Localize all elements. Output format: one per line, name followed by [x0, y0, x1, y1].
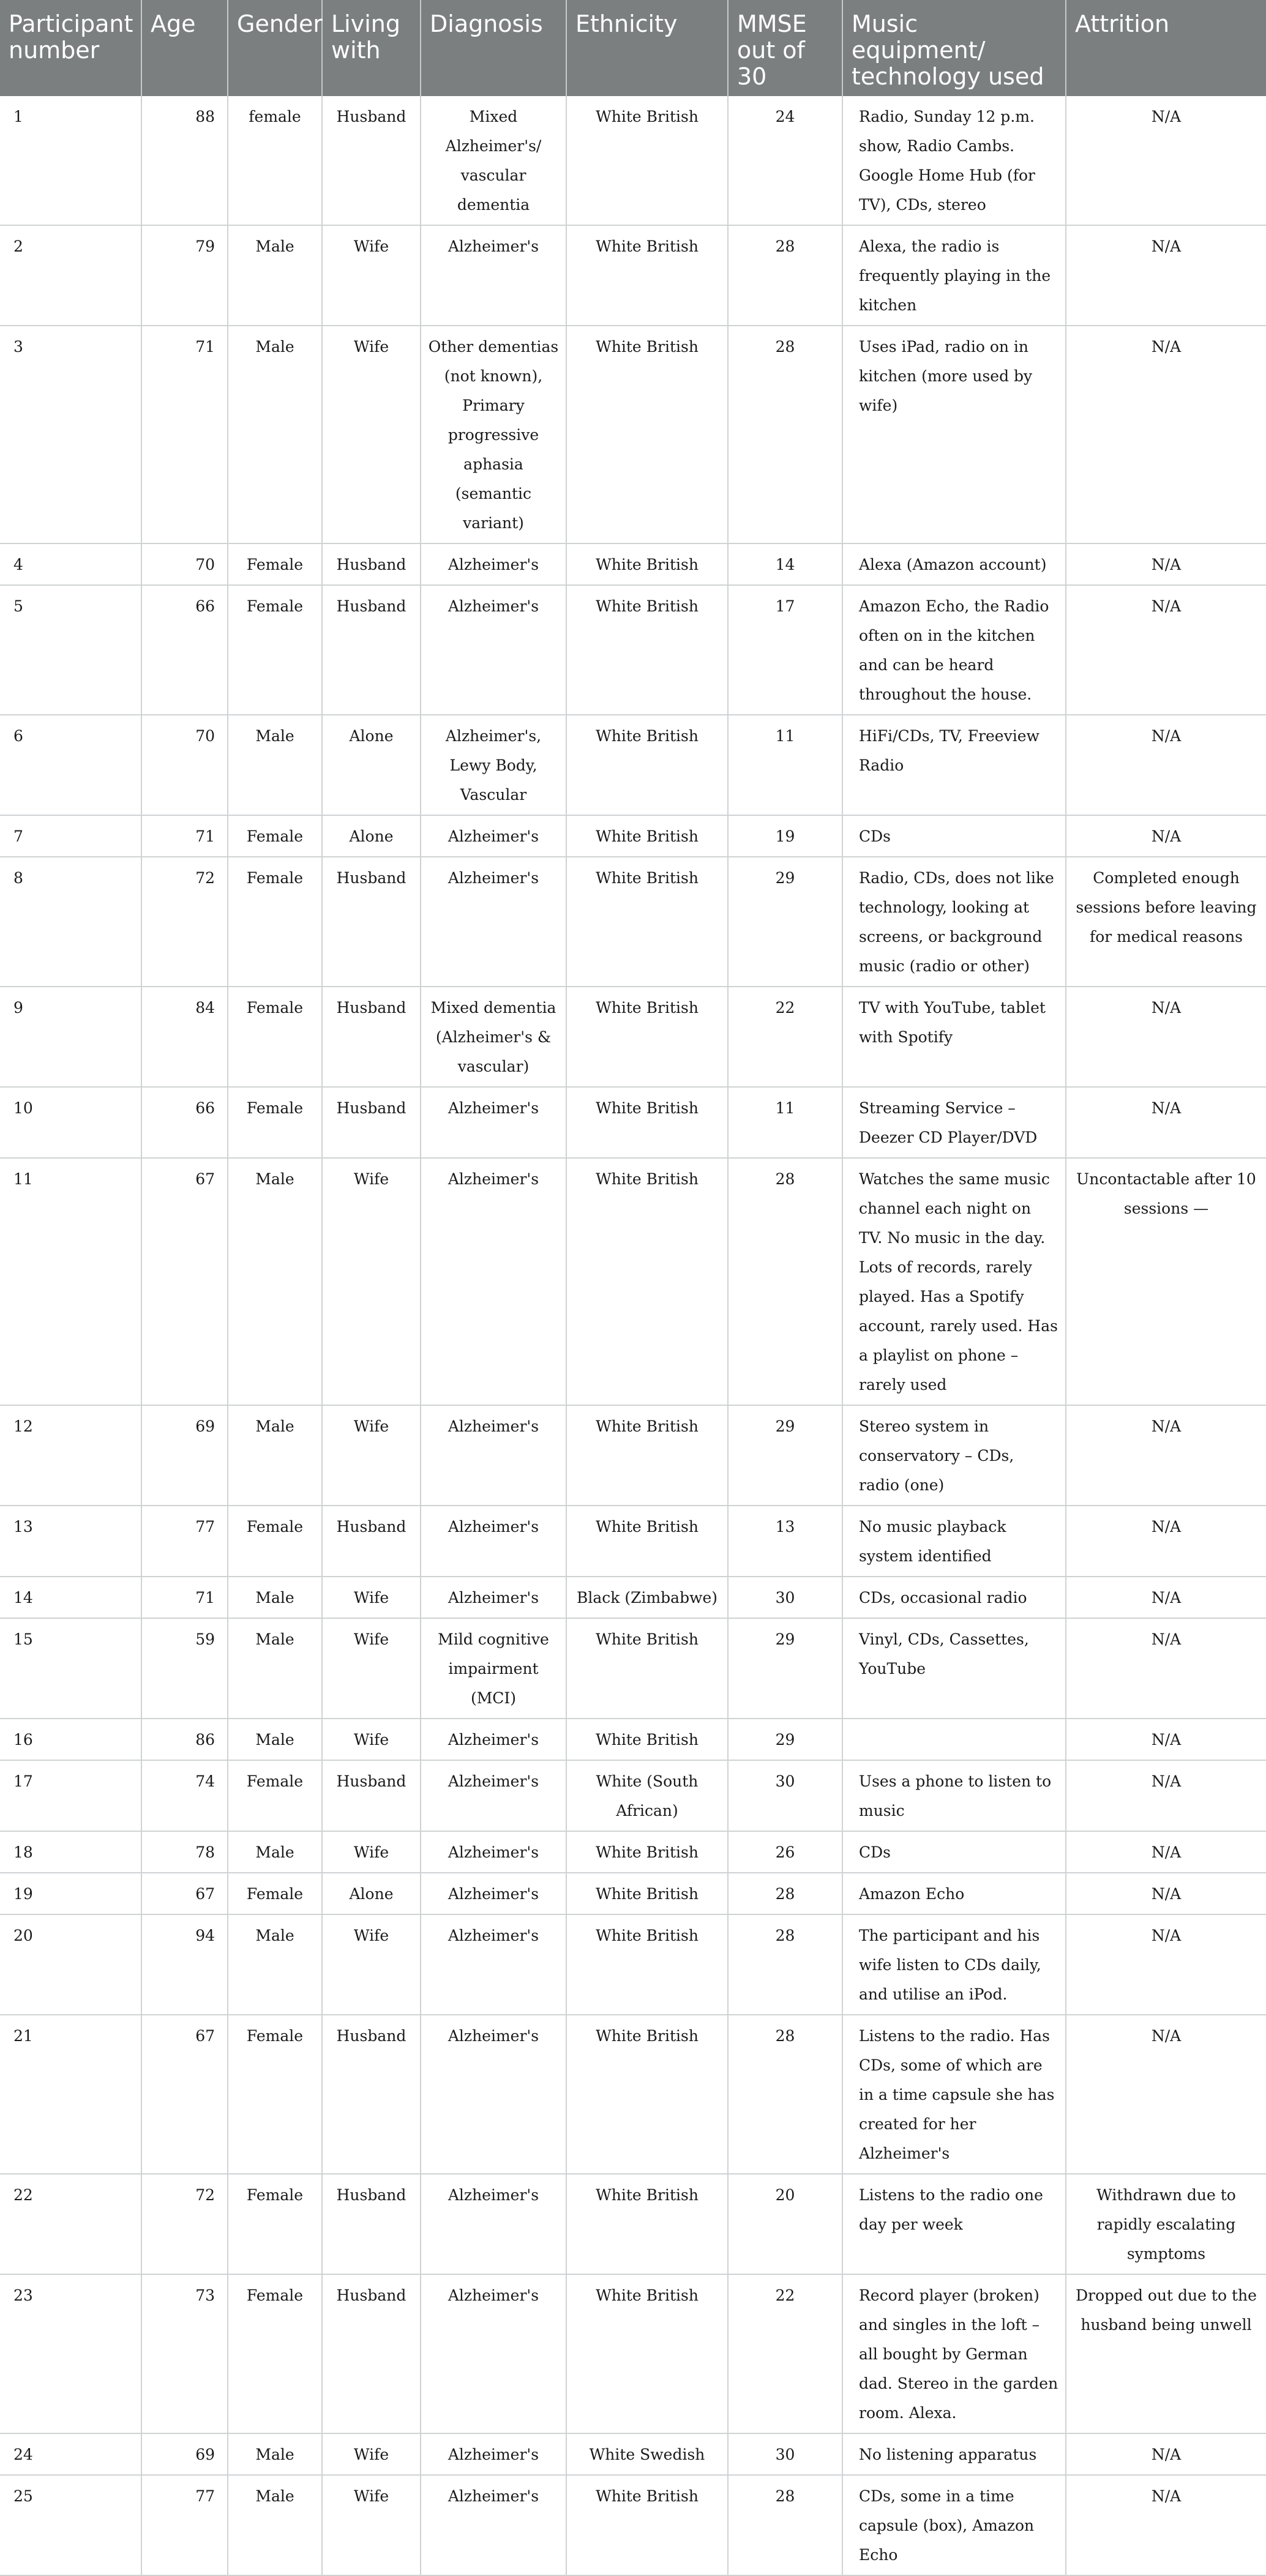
- table-body: [0, 96, 1266, 2575]
- cell-participant-number: 5: [0, 585, 141, 715]
- header-living-with: Living with: [322, 0, 421, 96]
- cell-age: 71: [141, 815, 228, 857]
- cell-gender: Male: [228, 1618, 322, 1719]
- cell-mmse: 13: [728, 1506, 842, 1577]
- cell-music-equipment: Streaming Service – Deezer CD Player/DVD: [842, 1087, 1066, 1158]
- cell-music-equipment: Alexa (Amazon account): [842, 543, 1066, 585]
- cell-diagnosis: Alzheimer's: [421, 225, 566, 326]
- cell-diagnosis: Alzheimer's: [421, 815, 566, 857]
- cell-living-with: Husband: [322, 857, 421, 987]
- table-row: [0, 1760, 1266, 1831]
- cell-attrition: N/A: [1066, 1618, 1266, 1719]
- cell-music-equipment: Stereo system in conservatory – CDs, radio (one): [842, 1405, 1066, 1506]
- cell-music-equipment: Uses a phone to listen to music: [842, 1760, 1066, 1831]
- header-diagnosis: Diagnosis: [421, 0, 566, 96]
- cell-age: 86: [141, 1719, 228, 1760]
- cell-music-equipment: Listens to the radio. Has CDs, some of which are in a time capsule she has created for her Alzheimer's: [842, 2015, 1066, 2174]
- cell-participant-number: 23: [0, 2274, 141, 2433]
- cell-ethnicity: White British: [566, 96, 728, 225]
- cell-living-with: Wife: [322, 326, 421, 543]
- cell-music-equipment: CDs: [842, 815, 1066, 857]
- cell-mmse: 29: [728, 857, 842, 987]
- cell-age: 66: [141, 585, 228, 715]
- cell-attrition: N/A: [1066, 543, 1266, 585]
- cell-participant-number: 3: [0, 326, 141, 543]
- cell-attrition: N/A: [1066, 1405, 1266, 1506]
- cell-gender: Male: [228, 1719, 322, 1760]
- cell-diagnosis: Other dementias (not known), Primary progressive aphasia (semantic variant): [421, 326, 566, 543]
- cell-gender: Male: [228, 1158, 322, 1405]
- cell-gender: female: [228, 96, 322, 225]
- cell-music-equipment: Watches the same music channel each night on TV. No music in the day. Lots of records, rarely played. Has a Spotify account, rarely used. Has a playlist on phone – rarely used: [842, 1158, 1066, 1405]
- cell-ethnicity: White British: [566, 1719, 728, 1760]
- cell-living-with: Husband: [322, 2174, 421, 2274]
- cell-participant-number: 4: [0, 543, 141, 585]
- cell-participant-number: 25: [0, 2475, 141, 2575]
- cell-age: 67: [141, 1158, 228, 1405]
- cell-mmse: 22: [728, 2274, 842, 2433]
- cell-participant-number: 8: [0, 857, 141, 987]
- cell-ethnicity: White British: [566, 2274, 728, 2433]
- cell-music-equipment: [842, 1719, 1066, 1760]
- cell-participant-number: 16: [0, 1719, 141, 1760]
- cell-participant-number: 2: [0, 225, 141, 326]
- table-row: [0, 1158, 1266, 1405]
- cell-living-with: Wife: [322, 2475, 421, 2575]
- cell-music-equipment: Amazon Echo: [842, 1873, 1066, 1914]
- cell-attrition: Withdrawn due to rapidly escalating symptoms: [1066, 2174, 1266, 2274]
- cell-mmse: 22: [728, 987, 842, 1087]
- table-row: [0, 585, 1266, 715]
- cell-attrition: N/A: [1066, 326, 1266, 543]
- cell-music-equipment: Vinyl, CDs, Cassettes, YouTube: [842, 1618, 1066, 1719]
- cell-living-with: Husband: [322, 2015, 421, 2174]
- cell-mmse: 28: [728, 1914, 842, 2015]
- cell-mmse: 28: [728, 326, 842, 543]
- cell-ethnicity: White British: [566, 1506, 728, 1577]
- cell-attrition: N/A: [1066, 1760, 1266, 1831]
- header-gender: Gender: [228, 0, 322, 96]
- cell-mmse: 28: [728, 1873, 842, 1914]
- cell-diagnosis: Alzheimer's: [421, 1506, 566, 1577]
- cell-participant-number: 22: [0, 2174, 141, 2274]
- cell-participant-number: 9: [0, 987, 141, 1087]
- cell-age: 84: [141, 987, 228, 1087]
- cell-diagnosis: Alzheimer's: [421, 1405, 566, 1506]
- cell-age: 69: [141, 2433, 228, 2475]
- cell-gender: Male: [228, 1577, 322, 1618]
- cell-music-equipment: TV with YouTube, tablet with Spotify: [842, 987, 1066, 1087]
- table-row: [0, 1719, 1266, 1760]
- table-row: [0, 1577, 1266, 1618]
- cell-mmse: 20: [728, 2174, 842, 2274]
- cell-attrition: N/A: [1066, 715, 1266, 815]
- cell-attrition: N/A: [1066, 1577, 1266, 1618]
- cell-age: 72: [141, 2174, 228, 2274]
- cell-mmse: 29: [728, 1618, 842, 1719]
- cell-age: 59: [141, 1618, 228, 1719]
- cell-music-equipment: Alexa, the radio is frequently playing in the kitchen: [842, 225, 1066, 326]
- cell-music-equipment: No music playback system identified: [842, 1506, 1066, 1577]
- cell-attrition: N/A: [1066, 2015, 1266, 2174]
- cell-gender: Female: [228, 2015, 322, 2174]
- cell-mmse: 29: [728, 1719, 842, 1760]
- cell-age: 66: [141, 1087, 228, 1158]
- cell-attrition: N/A: [1066, 815, 1266, 857]
- cell-age: 70: [141, 543, 228, 585]
- cell-participant-number: 18: [0, 1831, 141, 1873]
- cell-gender: Female: [228, 857, 322, 987]
- table-row: [0, 1087, 1266, 1158]
- cell-ethnicity: Black (Zimbabwe): [566, 1577, 728, 1618]
- table-header: [0, 0, 1266, 96]
- cell-gender: Male: [228, 326, 322, 543]
- cell-diagnosis: Alzheimer's: [421, 857, 566, 987]
- cell-gender: Male: [228, 2433, 322, 2475]
- cell-living-with: Wife: [322, 1577, 421, 1618]
- cell-attrition: N/A: [1066, 585, 1266, 715]
- cell-ethnicity: White British: [566, 815, 728, 857]
- cell-mmse: 14: [728, 543, 842, 585]
- cell-participant-number: 21: [0, 2015, 141, 2174]
- table-row: [0, 543, 1266, 585]
- cell-gender: Female: [228, 815, 322, 857]
- cell-diagnosis: Alzheimer's: [421, 1087, 566, 1158]
- cell-participant-number: 14: [0, 1577, 141, 1618]
- cell-ethnicity: White British: [566, 857, 728, 987]
- table-row: [0, 1618, 1266, 1719]
- cell-music-equipment: The participant and his wife listen to CDs daily, and utilise an iPod.: [842, 1914, 1066, 2015]
- cell-gender: Female: [228, 1873, 322, 1914]
- cell-gender: Male: [228, 225, 322, 326]
- table-row: [0, 1873, 1266, 1914]
- cell-ethnicity: White British: [566, 2475, 728, 2575]
- table-row: [0, 1506, 1266, 1577]
- cell-diagnosis: Alzheimer's: [421, 1158, 566, 1405]
- cell-music-equipment: Radio, CDs, does not like technology, looking at screens, or background music (radio or other): [842, 857, 1066, 987]
- cell-age: 77: [141, 2475, 228, 2575]
- cell-mmse: 11: [728, 1087, 842, 1158]
- table-row: [0, 2015, 1266, 2174]
- cell-living-with: Wife: [322, 1914, 421, 2015]
- table-row: [0, 1914, 1266, 2015]
- cell-age: 78: [141, 1831, 228, 1873]
- cell-living-with: Wife: [322, 1831, 421, 1873]
- cell-age: 67: [141, 2015, 228, 2174]
- cell-ethnicity: White British: [566, 225, 728, 326]
- cell-living-with: Husband: [322, 96, 421, 225]
- cell-ethnicity: White (South African): [566, 1760, 728, 1831]
- cell-mmse: 30: [728, 2433, 842, 2475]
- cell-ethnicity: White British: [566, 2174, 728, 2274]
- cell-ethnicity: White British: [566, 585, 728, 715]
- cell-gender: Male: [228, 715, 322, 815]
- cell-living-with: Alone: [322, 715, 421, 815]
- cell-participant-number: 13: [0, 1506, 141, 1577]
- cell-diagnosis: Alzheimer's: [421, 1577, 566, 1618]
- cell-age: 71: [141, 326, 228, 543]
- cell-diagnosis: Alzheimer's: [421, 2174, 566, 2274]
- header-mmse: MMSE out of 30: [728, 0, 842, 96]
- cell-attrition: N/A: [1066, 1831, 1266, 1873]
- cell-attrition: N/A: [1066, 987, 1266, 1087]
- cell-participant-number: 12: [0, 1405, 141, 1506]
- cell-participant-number: 6: [0, 715, 141, 815]
- cell-age: 71: [141, 1577, 228, 1618]
- cell-diagnosis: Alzheimer's: [421, 1914, 566, 2015]
- cell-living-with: Wife: [322, 1719, 421, 1760]
- cell-gender: Male: [228, 1914, 322, 2015]
- cell-attrition: Dropped out due to the husband being unwell: [1066, 2274, 1266, 2433]
- cell-gender: Male: [228, 2475, 322, 2575]
- cell-music-equipment: Record player (broken) and singles in the loft – all bought by German dad. Stereo in the garden room. Alexa.: [842, 2274, 1066, 2433]
- cell-attrition: N/A: [1066, 2475, 1266, 2575]
- table-row: [0, 96, 1266, 225]
- cell-living-with: Husband: [322, 2274, 421, 2433]
- cell-music-equipment: Listens to the radio one day per week: [842, 2174, 1066, 2274]
- cell-diagnosis: Alzheimer's: [421, 2015, 566, 2174]
- header-age: Age: [141, 0, 228, 96]
- cell-music-equipment: Uses iPad, radio on in kitchen (more used by wife): [842, 326, 1066, 543]
- cell-gender: Female: [228, 987, 322, 1087]
- cell-ethnicity: White British: [566, 543, 728, 585]
- cell-attrition: N/A: [1066, 1087, 1266, 1158]
- cell-diagnosis: Alzheimer's, Lewy Body, Vascular: [421, 715, 566, 815]
- table-row: [0, 1405, 1266, 1506]
- cell-living-with: Wife: [322, 1405, 421, 1506]
- cell-gender: Female: [228, 1506, 322, 1577]
- cell-diagnosis: Alzheimer's: [421, 1760, 566, 1831]
- cell-gender: Female: [228, 1087, 322, 1158]
- table-row: [0, 987, 1266, 1087]
- cell-music-equipment: HiFi/CDs, TV, Freeview Radio: [842, 715, 1066, 815]
- cell-ethnicity: White British: [566, 2015, 728, 2174]
- cell-diagnosis: Mixed dementia (Alzheimer's & vascular): [421, 987, 566, 1087]
- cell-participant-number: 10: [0, 1087, 141, 1158]
- cell-mmse: 19: [728, 815, 842, 857]
- table-row: [0, 1831, 1266, 1873]
- cell-living-with: Wife: [322, 225, 421, 326]
- cell-age: 70: [141, 715, 228, 815]
- header-row: [0, 0, 1266, 96]
- cell-participant-number: 7: [0, 815, 141, 857]
- cell-living-with: Alone: [322, 1873, 421, 1914]
- cell-gender: Female: [228, 585, 322, 715]
- cell-attrition: N/A: [1066, 1873, 1266, 1914]
- cell-ethnicity: White British: [566, 1873, 728, 1914]
- cell-attrition: N/A: [1066, 1719, 1266, 1760]
- cell-ethnicity: White British: [566, 1158, 728, 1405]
- cell-living-with: Alone: [322, 815, 421, 857]
- cell-attrition: N/A: [1066, 1506, 1266, 1577]
- header-ethnicity: Ethnicity: [566, 0, 728, 96]
- cell-participant-number: 24: [0, 2433, 141, 2475]
- cell-diagnosis: Alzheimer's: [421, 2433, 566, 2475]
- cell-diagnosis: Mixed Alzheimer's/ vascular dementia: [421, 96, 566, 225]
- cell-mmse: 30: [728, 1577, 842, 1618]
- cell-music-equipment: CDs, some in a time capsule (box), Amazon Echo: [842, 2475, 1066, 2575]
- cell-gender: Female: [228, 1760, 322, 1831]
- cell-living-with: Wife: [322, 1158, 421, 1405]
- cell-gender: Male: [228, 1405, 322, 1506]
- cell-ethnicity: White British: [566, 326, 728, 543]
- cell-ethnicity: White British: [566, 987, 728, 1087]
- cell-attrition: N/A: [1066, 96, 1266, 225]
- cell-mmse: 30: [728, 1760, 842, 1831]
- cell-gender: Male: [228, 1831, 322, 1873]
- cell-ethnicity: White Swedish: [566, 2433, 728, 2475]
- cell-attrition: N/A: [1066, 2433, 1266, 2475]
- cell-ethnicity: White British: [566, 1831, 728, 1873]
- cell-diagnosis: Alzheimer's: [421, 2274, 566, 2433]
- cell-ethnicity: White British: [566, 1087, 728, 1158]
- table-row: [0, 2475, 1266, 2575]
- cell-participant-number: 17: [0, 1760, 141, 1831]
- cell-attrition: Uncontactable after 10 sessions —: [1066, 1158, 1266, 1405]
- cell-age: 72: [141, 857, 228, 987]
- cell-ethnicity: White British: [566, 1405, 728, 1506]
- cell-diagnosis: Alzheimer's: [421, 1873, 566, 1914]
- cell-living-with: Husband: [322, 1087, 421, 1158]
- cell-age: 73: [141, 2274, 228, 2433]
- cell-participant-number: 20: [0, 1914, 141, 2015]
- cell-diagnosis: Alzheimer's: [421, 543, 566, 585]
- cell-mmse: 26: [728, 1831, 842, 1873]
- table-row: [0, 857, 1266, 987]
- cell-mmse: 28: [728, 225, 842, 326]
- header-attrition: Attrition: [1066, 0, 1266, 96]
- cell-age: 74: [141, 1760, 228, 1831]
- cell-diagnosis: Alzheimer's: [421, 2475, 566, 2575]
- header-music-equipment: Music equipment/ technology used: [842, 0, 1066, 96]
- cell-mmse: 29: [728, 1405, 842, 1506]
- cell-music-equipment: Radio, Sunday 12 p.m. show, Radio Cambs. Google Home Hub (for TV), CDs, stereo: [842, 96, 1066, 225]
- table-row: [0, 715, 1266, 815]
- cell-diagnosis: Mild cognitive impairment (MCI): [421, 1618, 566, 1719]
- cell-gender: Female: [228, 543, 322, 585]
- cell-diagnosis: Alzheimer's: [421, 1831, 566, 1873]
- table-row: [0, 2433, 1266, 2475]
- cell-age: 69: [141, 1405, 228, 1506]
- cell-living-with: Husband: [322, 1760, 421, 1831]
- cell-living-with: Husband: [322, 987, 421, 1087]
- cell-music-equipment: Amazon Echo, the Radio often on in the kitchen and can be heard throughout the house.: [842, 585, 1066, 715]
- table-row: [0, 326, 1266, 543]
- cell-mmse: 28: [728, 2015, 842, 2174]
- cell-mmse: 28: [728, 1158, 842, 1405]
- cell-gender: Female: [228, 2274, 322, 2433]
- cell-mmse: 17: [728, 585, 842, 715]
- cell-living-with: Husband: [322, 1506, 421, 1577]
- cell-living-with: Husband: [322, 585, 421, 715]
- cell-mmse: 28: [728, 2475, 842, 2575]
- cell-living-with: Wife: [322, 1618, 421, 1719]
- table-row: [0, 225, 1266, 326]
- cell-participant-number: 1: [0, 96, 141, 225]
- cell-music-equipment: No listening apparatus: [842, 2433, 1066, 2475]
- cell-music-equipment: CDs: [842, 1831, 1066, 1873]
- cell-age: 88: [141, 96, 228, 225]
- cell-attrition: Completed enough sessions before leaving for medical reasons: [1066, 857, 1266, 987]
- cell-age: 79: [141, 225, 228, 326]
- cell-living-with: Husband: [322, 543, 421, 585]
- cell-attrition: N/A: [1066, 1914, 1266, 2015]
- cell-age: 77: [141, 1506, 228, 1577]
- cell-ethnicity: White British: [566, 1914, 728, 2015]
- table-row: [0, 2274, 1266, 2433]
- cell-ethnicity: White British: [566, 1618, 728, 1719]
- cell-diagnosis: Alzheimer's: [421, 585, 566, 715]
- table-row: [0, 2174, 1266, 2274]
- cell-participant-number: 19: [0, 1873, 141, 1914]
- cell-gender: Female: [228, 2174, 322, 2274]
- cell-living-with: Wife: [322, 2433, 421, 2475]
- cell-ethnicity: White British: [566, 715, 728, 815]
- cell-mmse: 24: [728, 96, 842, 225]
- cell-diagnosis: Alzheimer's: [421, 1719, 566, 1760]
- cell-participant-number: 11: [0, 1158, 141, 1405]
- cell-music-equipment: CDs, occasional radio: [842, 1577, 1066, 1618]
- cell-mmse: 11: [728, 715, 842, 815]
- cell-age: 94: [141, 1914, 228, 2015]
- header-participant-number: Participant number: [0, 0, 141, 96]
- table-row: [0, 815, 1266, 857]
- cell-participant-number: 15: [0, 1618, 141, 1719]
- cell-attrition: N/A: [1066, 225, 1266, 326]
- cell-age: 67: [141, 1873, 228, 1914]
